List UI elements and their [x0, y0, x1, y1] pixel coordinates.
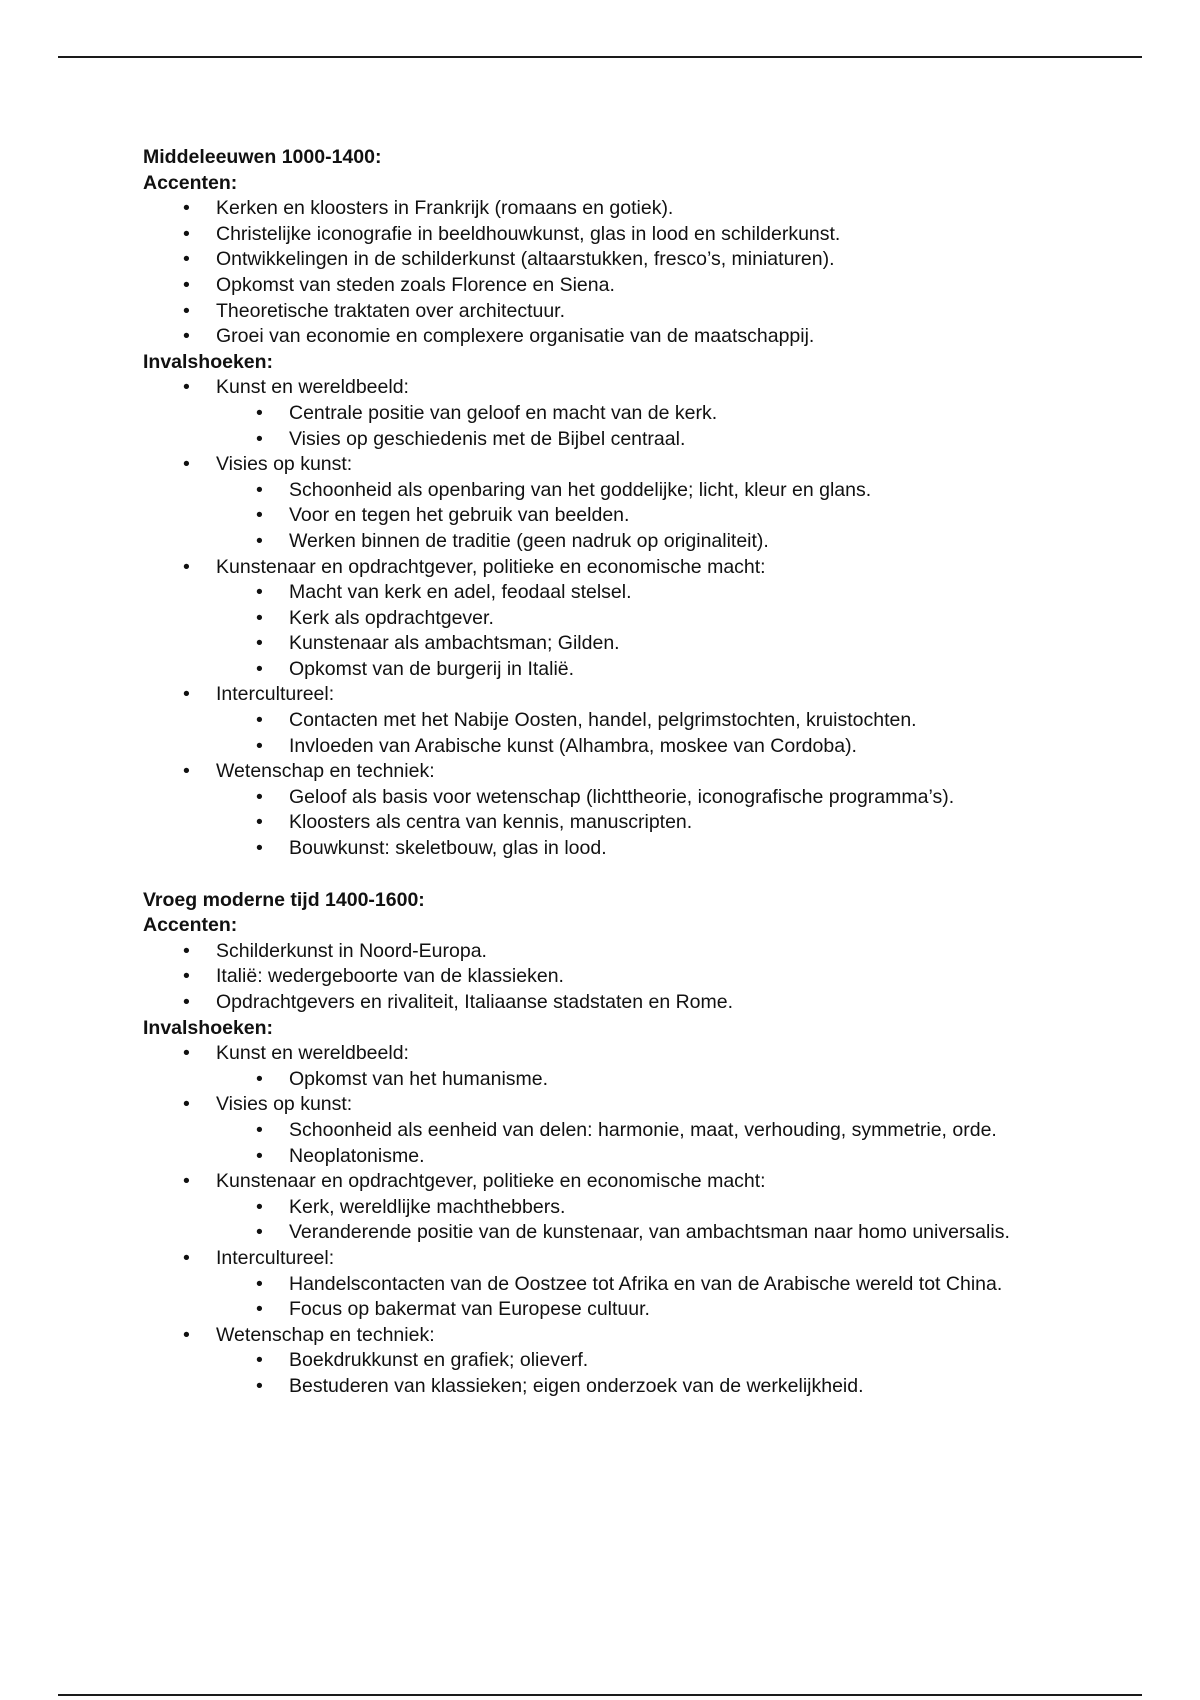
accents-heading: Accenten: [143, 914, 238, 937]
angle-item [143, 452, 1123, 554]
accents-list [143, 196, 1123, 350]
angle-sublist [143, 785, 1123, 862]
angle-item [143, 1092, 1123, 1169]
angle-subitem: • Voor en tegen het gebruik van beelden. [216, 503, 1123, 529]
angle-subitem: • Bestuderen van klassieken; eigen onderzoek van de werkelijkheid. [216, 1374, 1123, 1400]
period-vroeg-moderne-tijd [143, 888, 1123, 1400]
angle-item [143, 1169, 1123, 1246]
accent-item: • Ontwikkelingen in de schilderkunst (altaarstukken, fresco’s, miniaturen). [143, 247, 1123, 273]
angle-label: • Intercultureel: [216, 1246, 335, 1269]
angle-subitem: • Werken binnen de traditie (geen nadruk op originaliteit). [216, 529, 1123, 555]
angle-sublist [143, 1067, 1123, 1093]
angle-sublist [143, 1195, 1123, 1246]
angles-list [143, 1041, 1123, 1399]
angle-label: • Intercultureel: [216, 683, 335, 706]
angle-subitem: • Centrale positie van geloof en macht van de kerk. [216, 401, 1123, 427]
angle-subitem: • Neoplatonisme. [216, 1144, 1123, 1170]
angle-subitem: • Invloeden van Arabische kunst (Alhambra, moskee van Cordoba). [216, 734, 1123, 760]
angle-subitem: • Kloosters als centra van kennis, manuscripten. [216, 810, 1123, 836]
angle-label: • Visies op kunst: [216, 453, 353, 476]
angle-label: • Kunst en wereldbeeld: [216, 376, 409, 399]
period-title: Vroeg moderne tijd 1400-1600: [143, 888, 425, 911]
angle-sublist [143, 401, 1123, 452]
angles-list [143, 375, 1123, 861]
accent-item: • Groei van economie en complexere organisatie van de maatschappij. [143, 324, 1123, 350]
angle-subitem: • Schoonheid als openbaring van het goddelijke; licht, kleur en glans. [216, 478, 1123, 504]
angle-subitem: • Contacten met het Nabije Oosten, handel, pelgrimstochten, kruistochten. [216, 708, 1123, 734]
angle-subitem: • Opkomst van het humanisme. [216, 1067, 1123, 1093]
angle-subitem: • Geloof als basis voor wetenschap (lichttheorie, iconografische programma’s). [216, 785, 1123, 811]
angle-item [143, 759, 1123, 861]
angle-label: • Kunstenaar en opdrachtgever, politieke en economische macht: [216, 1170, 766, 1193]
document-body [143, 145, 1123, 1400]
angle-subitem: • Handelscontacten van de Oostzee tot Afrika en van de Arabische wereld tot China. [216, 1272, 1123, 1298]
accent-item: • Opkomst van steden zoals Florence en Siena. [143, 273, 1123, 299]
angle-label: • Wetenschap en techniek: [216, 1323, 435, 1346]
angle-subitem: • Bouwkunst: skeletbouw, glas in lood. [216, 836, 1123, 862]
angle-subitem: • Kerk als opdrachtgever. [216, 606, 1123, 632]
angle-sublist [143, 708, 1123, 759]
angle-item [143, 682, 1123, 759]
accent-item: • Italië: wedergeboorte van de klassieken. [143, 964, 1123, 990]
angle-label: • Kunstenaar en opdrachtgever, politieke en economische macht: [216, 555, 766, 578]
angle-item [143, 1041, 1123, 1092]
angle-label: • Wetenschap en techniek: [216, 760, 435, 783]
angle-subitem: • Boekdrukkunst en grafiek; olieverf. [216, 1348, 1123, 1374]
angle-subitem: • Opkomst van de burgerij in Italië. [216, 657, 1123, 683]
footer-rule [58, 1694, 1142, 1696]
angle-subitem: • Kunstenaar als ambachtsman; Gilden. [216, 631, 1123, 657]
accent-item: • Schilderkunst in Noord-Europa. [143, 939, 1123, 965]
accent-item: • Christelijke iconografie in beeldhouwkunst, glas in lood en schilderkunst. [143, 222, 1123, 248]
angle-label: • Visies op kunst: [216, 1093, 353, 1116]
angle-subitem: • Schoonheid als eenheid van delen: harmonie, maat, verhouding, symmetrie, orde. [216, 1118, 1123, 1144]
angle-item [143, 375, 1123, 452]
angle-label: • Kunst en wereldbeeld: [216, 1042, 409, 1065]
header-rule [58, 56, 1142, 58]
angle-item [143, 555, 1123, 683]
angle-item [143, 1323, 1123, 1400]
angle-sublist [143, 1272, 1123, 1323]
angle-subitem: • Macht van kerk en adel, feodaal stelsel. [216, 580, 1123, 606]
accents-list [143, 939, 1123, 1016]
period-middeleeuwen [143, 145, 1123, 862]
angles-heading: Invalshoeken: [143, 1016, 274, 1039]
angle-sublist [143, 1348, 1123, 1399]
period-title: Middeleeuwen 1000-1400: [143, 146, 382, 168]
angle-item [143, 1246, 1123, 1323]
angles-heading: Invalshoeken: [143, 350, 274, 373]
angle-sublist [143, 478, 1123, 555]
accents-heading: Accenten: [143, 171, 238, 194]
accent-item: • Opdrachtgevers en rivaliteit, Italiaanse stadstaten en Rome. [143, 990, 1123, 1016]
accent-item: • Theoretische traktaten over architectuur. [143, 299, 1123, 325]
angle-subitem: • Veranderende positie van de kunstenaar, van ambachtsman naar homo universalis. [216, 1220, 1123, 1246]
angle-subitem: • Visies op geschiedenis met de Bijbel centraal. [216, 427, 1123, 453]
accent-item: • Kerken en kloosters in Frankrijk (romaans en gotiek). [143, 196, 1123, 222]
angle-sublist [143, 580, 1123, 682]
angle-sublist [143, 1118, 1123, 1169]
angle-subitem: • Kerk, wereldlijke machthebbers. [216, 1195, 1123, 1221]
angle-subitem: • Focus op bakermat van Europese cultuur. [216, 1297, 1123, 1323]
